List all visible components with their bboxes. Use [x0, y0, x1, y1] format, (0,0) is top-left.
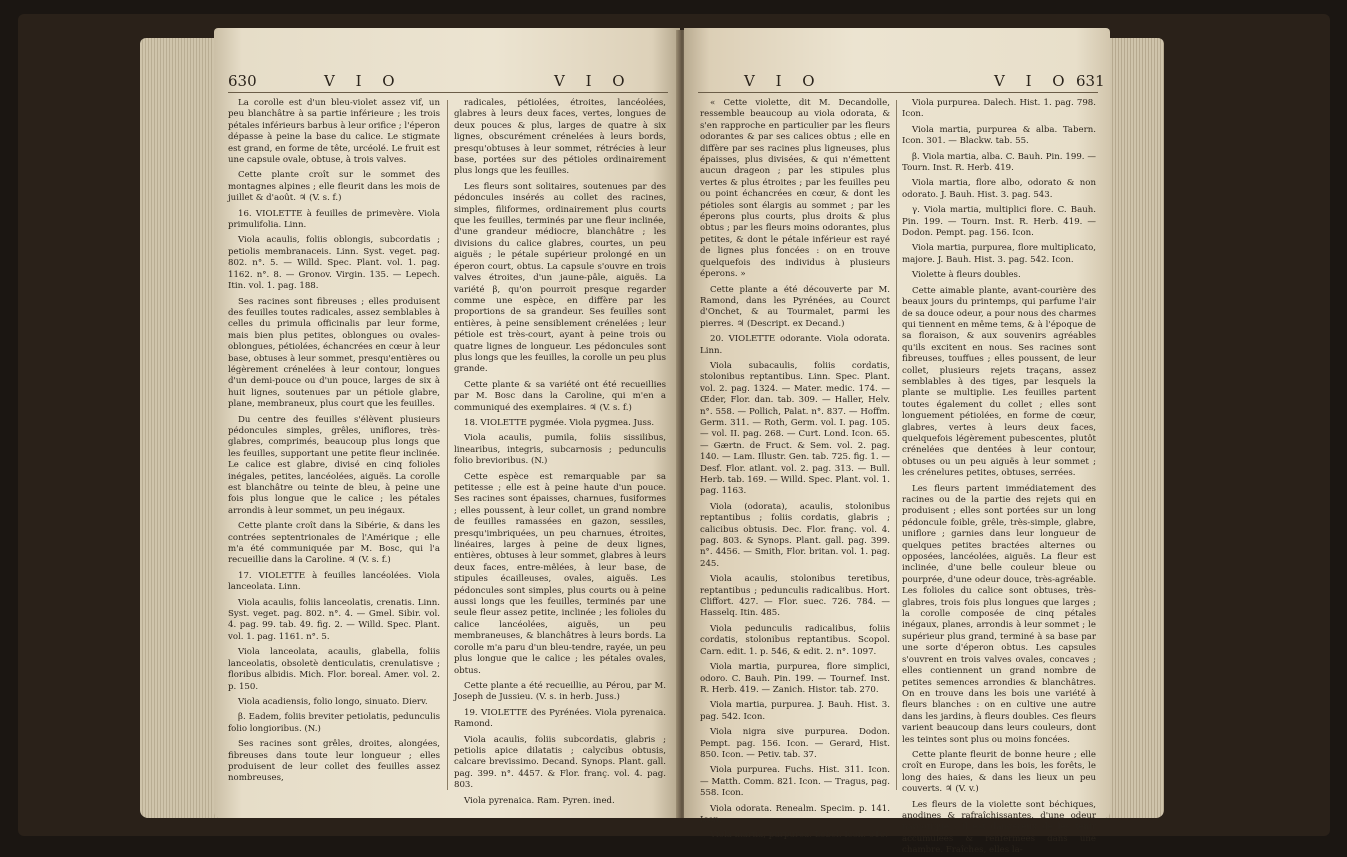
paragraph: Viola acaulis, pumila, foliis sissilibus, linearibus, integris, subcarnosis ; pedunculis folio brevioribus. (N.) — [454, 433, 666, 467]
running-head-right-2: V I O — [994, 72, 1073, 90]
paragraph: radicales, pétiolées, étroites, lancéolées, glabres à leurs deux faces, vertes, longues de deux pouces & plus, larges de quatre à six lignes, obscurément crénelées à leurs bords, presqu'obtuses à leur sommet, rétrécies à leur base, portées sur des pétioles ordinairement plus longs que les feuilles. — [454, 98, 666, 177]
column-divider-right — [896, 100, 897, 790]
paragraph: β. Viola martia, alba. C. Bauh. Pin. 199. — Tourn. Inst. R. Herb. 419. — [902, 151, 1096, 174]
running-head-left-2: V I O — [554, 72, 633, 90]
paragraph: Viola (odorata), acaulis, stolonibus reptantibus ; foliis cordatis, glabris ; calicibus obtusis. Dec. Flor. franç. vol. 4. pag. 803. & Synops. Plant. gall. pag. 399. n°. 4456. — Smith, Flor. britan. vol. 1. pag. 245. — [700, 501, 890, 569]
paragraph: Les fleurs sont solitaires, soutenues par des pédoncules insérés au collet des racines, simples, filiformes, ordinairement plus courts que les feuilles, terminés par une fleur inclinée, d'une grandeur médiocre, blanchâtre ; les divisions du calice glabres, courtes, un peu aiguës ; le pétale supérieur prolongé en un éperon court, obtus. La capsule s'ouvre en trois valves étroites, d'un jaune-pâle, aiguës. La variété β, qu'on pourroit presque regarder comme une espèce, en diffère par les proportions de sa grandeur. Ses feuilles sont entières, à peine sensiblement crénelées ; leur pétiole est très-court, ayant à peine trois ou quatre lignes de longueur. Les pédoncules sont plus longs que les feuilles, la corolle un peu plus grande. — [454, 181, 666, 375]
paragraph: « Cette violette, dit M. Decandolle, ressemble beaucoup au viola odorata, & s'en rapproche en particulier par les fleurs odorantes & par ses calices obtus ; elle en diffère par ses racines plus ligneuses, plus épaisses, plus divisées, & qui n'émettent aucun drageon ; par les stipules plus vertes & plus étroites ; par les feuilles peu ou point échancrées en cœur, & dont les pétioles sont élargis au sommet ; par les éperons plus courts, plus droits & plus obtus ; par les fleurs moins odorantes, plus petites, & dont le pétale inférieur est rayé de lignes plus foncées : on en trouve quelquefois des individus à plusieurs éperons. » — [700, 98, 890, 280]
page-stack-left — [140, 38, 220, 818]
page-number-right: 631 — [1076, 72, 1105, 90]
paragraph: Viola lanceolata, acaulis, glabella, foliis lanceolatis, obsoletè denticulatis, crenulatisve ; floribus albidis. Mich. Flor. boreal. Amer. vol. 2. p. 150. — [228, 647, 440, 692]
paragraph: Viola martia, purpurea. J. Bauh. Hist. 3. pag. 542. Icon. — [700, 700, 890, 722]
paragraph: Viola pedunculis radicalibus, foliis cordatis, stolonibus reptantibus. Scopol. Carn. edit. 1. p. 546, & edit. 2. n°. 1097. — [700, 623, 890, 657]
paragraph: 17. VIOLETTE à feuilles lancéolées. Viola lanceolata. Linn. — [228, 570, 440, 593]
running-head-right-1: V I O — [744, 72, 823, 90]
right-column-2 — [902, 98, 1096, 856]
paragraph: β. Eadem, foliis breviter petiolatis, pedunculis folio longioribus. (N.) — [228, 712, 440, 734]
paragraph: Cette plante & sa variété ont été recueillies par M. Bosc dans la Caroline, qui m'en a communiqué des exemplaires. ♃ (V. s. f.) — [454, 379, 666, 413]
column-divider-left — [447, 100, 448, 790]
paragraph: Viola subacaulis, foliis cordatis, stolonibus reptantibus. Linn. Spec. Plant. vol. 2. pag. 1324. — Mater. medic. 174. — Œder, Flor. dan. tab. 309. — Haller, Helv. n°. 558. — Pollich, Palat. n°. 837. — Hoffm. Germ. 311. — Roth, Germ. vol. I. pag. 105. — vol. II. pag. 268. — Curt. Lond. Icon. 65. — Gærtn. de Fruct. & Sem. vol. 2. pag. 140. — Lam. Illustr. Gen. tab. 725. fig. 1. — Desf. Flor. atlant. vol. 2. pag. 313. — Bull. Herb. tab. 169. — Willd. Spec. Plant. vol. 1. pag. 1163. — [700, 360, 890, 497]
header-rule-left — [228, 92, 668, 93]
paragraph: Viola martia, flore albo, odorato & non odorato. J. Bauh. Hist. 3. pag. 543. — [902, 178, 1096, 200]
paragraph: Viola martia, purpurea, flore multiplicato, majore. J. Bauh. Hist. 3. pag. 542. Icon. — [902, 243, 1096, 265]
page-number-left: 630 — [228, 72, 257, 90]
paragraph: La corolle est d'un bleu-violet assez vif, un peu blanchâtre à sa partie inférieure ; les trois pétales inférieurs barbus à leur orifice ; l'éperon dépasse à peine la base du calice. Le stigmate est grand, en forme de tête, urcéolé. Le fruit est une capsule ovale, obtuse, à trois valves. — [228, 98, 441, 166]
paragraph: Viola martia, purpurea, flore simplici, odoro. C. Bauh. Pin. 199. — Tournef. Inst. R. Herb. 419. — Zanich. Histor. tab. 270. — [700, 662, 890, 695]
paragraph: Cette plante a été découverte par M. Ramond, dans les Pyrénées, au Courct d'Onchet, & au Tourmalet, parmi les pierres. ♃ (Descript. ex Decand.) — [700, 284, 890, 329]
paragraph: Cette aimable plante, avant-courière des beaux jours du printemps, qui parfume l'air de sa douce odeur, a pour nous des charmes qui tiennent en même tems, & à l'époque de sa floraison, & aux souvenirs agréables qu'ils excitent en nous. Ses racines sont fibreuses, touffues ; elles poussent, de leur collet, plusieurs rejets traçans, assez semblables à des tiges, par lesquels la plante se multiplie. Les feuilles partent toutes également du collet ; elles sont longuement pétiolées, en forme de cœur, glabres, vertes à leurs deux faces, quelquefois légèrement pubescentes, plutôt crénelées que dentées à leur contour, obtuses ou un peu aiguës à leur sommet ; les crénelures petites, obtuses, serrées. — [902, 285, 1096, 479]
left-column-2 — [454, 98, 666, 810]
paragraph: Cette plante croît dans la Sibérie, & dans les contrées septentrionales de l'Amérique ; elle m'a été communiquée par M. Bosc, qui l'a recueillie dans la Caroline. ♃ (V. s. f.) — [228, 521, 440, 566]
paragraph: Violette à fleurs doubles. — [912, 270, 1021, 281]
paragraph: Viola martia, purpurea. Lobel. Icon. 610. — [710, 830, 888, 841]
left-page — [214, 28, 680, 818]
right-column-1 — [700, 98, 890, 841]
paragraph: Viola purpurea. Dalech. Hist. 1. pag. 798. Icon. — [902, 98, 1096, 120]
paragraph: Viola acaulis, foliis subcordatis, glabris ; petiolis apice dilatatis ; calycibus obtusis, calcare brevissimo. Decand. Synops. Plant. gall. pag. 399. n°. 4457. & Flor. franç. vol. 4. pag. 803. — [454, 734, 666, 791]
paragraph: 18. VIOLETTE pygmée. Viola pygmea. Juss. — [464, 417, 655, 428]
paragraph: Viola acaulis, foliis lanceolatis, crenatis. Linn. Syst. veget. pag. 802. n°. 4. — Gmel. Sibir. vol. 4. pag. 99. tab. 49. fig. 2. — Willd. Spec. Plant. vol. 1. pag. 1161. n°. 5. — [228, 597, 440, 642]
paragraph: Cette plante fleurit de bonne heure ; elle croît en Europe, dans les bois, les forêts, le long des haies, & dans les lieux un peu couverts. ♃ (V. v.) — [902, 749, 1096, 795]
paragraph: Ses racines sont fibreuses ; elles produisent des feuilles toutes radicales, assez semblables à celles du primula officinalis par leur forme, mais bien plus petites, oblongues ou ovales-oblongues, pétiolées, échancrées en cœur à leur base, obtuses à leur sommet, presqu'entières ou légèrement crénelées à leur contour, longues d'un demi-pouce ou d'un pouce, larges de six à huit lignes, soutenues par un pétiole glabre, plane, membraneux, plus court que les feuilles. — [228, 296, 440, 410]
paragraph: 20. VIOLETTE odorante. Viola odorata. Linn. — [700, 334, 890, 356]
paragraph: Viola martia, purpurea & alba. Tabern. Icon. 301. — Blackw. tab. 55. — [902, 124, 1096, 147]
paragraph: Viola purpurea. Fuchs. Hist. 311. Icon. — Matth. Comm. 821. Icon. — Tragus, pag. 558. Icon. — [700, 765, 890, 799]
running-head-left-1: V I O — [324, 72, 403, 90]
paragraph: Viola acaulis, stolonibus teretibus, reptantibus ; pedunculis radicalibus. Hort. Cliffort. 427. — Flor. suec. 726. 784. — Hasselq. Itin. 485. — [700, 574, 890, 619]
paragraph: Viola nigra sive purpurea. Dodon. Pempt. pag. 156. Icon. — Gerard, Hist. 850. Icon. — Petiv. tab. 37. — [700, 727, 890, 760]
paragraph: Viola pyrenaica. Ram. Pyren. ined. — [464, 795, 615, 806]
paragraph: Cette espèce est remarquable par sa petitesse ; elle est à peine haute d'un pouce. Ses racines sont épaisses, charnues, fusiformes ; elles poussent, à leur collet, un grand nombre de feuilles ramassées en gazon, sessiles, presqu'imbriquées, un peu charnues, étroites, linéaires, larges à peine de deux lignes, entières, obtuses à leur sommet, glabres à leurs deux faces, entre-mêlées, à leur base, de stipules écailleuses, ovales, aiguës. Les pédoncules sont simples, plus courts ou à peine aussi longs que les feuilles, terminés par une seule fleur assez petite, inclinée ; les folioles du calice lancéolées, aiguës, un peu membraneuses, & blanchâtres à leurs bords. La corolle m'a paru d'un bleu-tendre, rayée, un peu plus longue que le calice ; les pétales ovales, obtus. — [454, 471, 666, 676]
right-page — [684, 28, 1110, 856]
paragraph: Viola acadiensis, folio longo, sinuato. Dierv. — [238, 696, 428, 707]
paragraph: γ. Viola martia, multiplici flore. C. Bauh. Pin. 199. — Tourn. Inst. R. Herb. 419. — Dodon. Pempt. pag. 156. Icon. — [902, 205, 1096, 239]
paragraph: Cette plante a été recueillie, au Pérou, par M. Joseph de Jussieu. (V. s. in herb. Juss.) — [454, 680, 666, 703]
paragraph: Viola acaulis, foliis oblongis, subcordatis ; petiolis membranaceis. Linn. Syst. veget. pag. 802. n°. 5. — Willd. Spec. Plant. vol. 1. pag. 1162. n°. 8. — Gronov. Virgin. 135. — Lepech. Itin. vol. 1. pag. 188. — [228, 235, 440, 292]
paragraph: 19. VIOLETTE des Pyrénées. Viola pyrenaica. Ramond. — [454, 707, 666, 730]
paragraph: 16. VIOLETTE à feuilles de primevère. Viola primulifolia. Linn. — [228, 208, 440, 231]
paragraph: Les fleurs de la violette sont béchiques, anodines & rafraîchissantes, d'une odeur narcotique ; il est dangereux de les tenir accumulées & renfermées dans une chambre. Fraîches, elles la- — [902, 799, 1096, 856]
paragraph: Les fleurs partent immédiatement des racines ou de la partie des rejets qui en produisent ; elles sont portées sur un long pédoncule foible, grêle, très-simple, glabre, uniflore ; garnies dans leur longueur de quelques petites bractées alternes ou opposées, lancéolées, aiguës. La fleur est inclinée, d'une belle couleur bleue ou pourprée, d'une odeur douce, très-agréable. Les folioles du calice sont obtuses, très-glabres, trois fois plus longues que larges ; la corolle composée de cinq pétales inégaux, planes, arrondis à leur sommet ; le supérieur plus grand, terminé à sa base par une sorte d'éperon obtus. Les capsules s'ouvrent en trois valves ovales, concaves ; elles contiennent un grand nombre de petites semences arrondies & blanchâtres. On en trouve dans les bois une variété à fleurs blanches : on en cultive une autre dans les jardins, à fleurs doubles. Ces fleurs varient beaucoup dans leurs couleurs, dont les teintes sont plus ou moins foncées. — [902, 483, 1096, 745]
paragraph: Viola odorata. Renealm. Specim. p. 141. Icon. — [700, 803, 890, 825]
page-stack-right — [1104, 38, 1164, 818]
paragraph: Du centre des feuilles s'élèvent plusieurs pédoncules simples, grêles, uniflores, très-glabres, comprimés, beaucoup plus longs que les feuilles, supportant une petite fleur inclinée. Le calice est glabre, divisé en cinq folioles inégales, petites, lancéolées, aiguës. La corolle est blanchâtre ou teinte de bleu, à peine une fois plus longue que le calice ; les pétales arrondis à leur sommet, un peu inégaux. — [228, 414, 440, 516]
left-column-1 — [228, 98, 440, 810]
paragraph: Ses racines sont grêles, droites, alongées, fibreuses dans toute leur longueur ; elles produisent de leur collet des feuilles assez nombreuses, — [228, 739, 440, 784]
paragraph: Cette plante croît sur le sommet des montagnes alpines ; elle fleurit dans les mois de juillet & d'août. ♃ (V. s. f.) — [228, 170, 440, 204]
header-rule-right — [698, 92, 1098, 93]
